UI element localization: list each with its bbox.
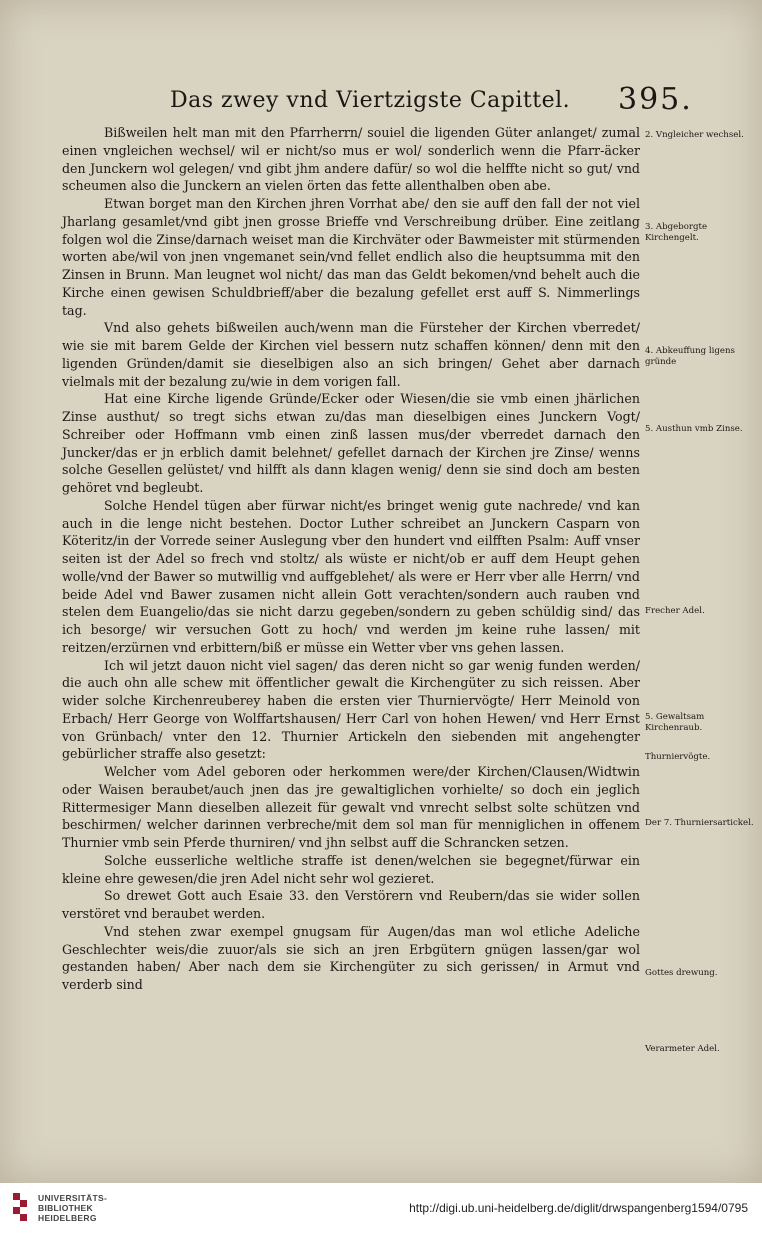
marginal-note: 3. Abgeborgte Kirchengelt. (645, 222, 708, 243)
paragraph: Vnd stehen zwar exempel gnugsam für Augen/das man wol etliche Adeliche Geschlechter weis/die zuuor/als sie sich an jren Erbgütern gnügen lassen/gar wol gestanden haben/ Aber nach dem sie Kirchengüter zu sich gerissen/ in Armut vnd verderb sind (62, 923, 640, 992)
marginal-note: 2. Vngleicher wechsel. (645, 130, 744, 140)
page-number: 395. (618, 82, 693, 117)
marginal-note: 5. Gewaltsam Kirchenraub. (645, 712, 705, 733)
library-name: UNIVERSITÄTS- BIBLIOTHEK HEIDELBERG (38, 1193, 108, 1223)
marginal-note: 5. Austhun vmb Zinse. (645, 424, 743, 434)
paragraph: Welcher vom Adel geboren oder herkommen were/der Kirchen/Clausen/Widtwin oder Waisen beraubet/auch jnen das jre gewaltiglichen vorhielte/ so doch ein jeglich Rittermesiger Mann dieselben allezeit für gewalt vnd vnrecht selbst solte schützen vnd beschirmen/ welcher darinnen verbreche/mit dem sol man für menniglichen in offenem Thurnier vmb sein Pferde thurniren/ vnd jhn selbst auff die Schrancken setzen. (62, 764, 640, 850)
paragraph: Ich wil jetzt dauon nicht viel sagen/ das deren nicht so gar wenig funden werden/ die auch ohn alle schew mit öffentlicher gewalt die Kirchengüter zu sich reissen. Aber wider solche Kirchenreuberey haben die ersten vier Thurniervögte/ Herr Meinold von Erbach/ Herr George von Wolffartshausen/ Herr Carl von hohen Hewen/ vnd Herr Ernst von Grünbach/ vnter den 12. Thurnier Artickeln den siebenden mit angehengter gebürlicher straffe also gesetzt: (62, 657, 640, 762)
source-url[interactable]: http://digi.ub.uni-heidelberg.de/diglit/drwspangenberg1594/0795 (409, 1201, 748, 1215)
paragraph: Etwan borget man den Kirchen jhren Vorrhat abe/ den sie auff den fall der not viel Jharlang gesamlet/vnd gibt jnen grosse Brieffe vnd Verschreibung drüber. Eine zeitlang folgen wol die Zinse/darnach weiset man die Kirchväter oder Bawmeister mit stürmenden worten abe/wil von jnen vngemanet sein/vnd fellet endlich also die heuptsumma mit den Zinsen in Brunn. Man leugnet wol nicht/ das man das Geldt bekomen/vnd behelt auch die Kirche einen gewisen Schuldbrieff/aber die bezalung gefellet erst auff S. Nimmerlings tag. (62, 196, 640, 318)
marginal-note: Verarmeter Adel. (645, 1044, 720, 1054)
marginal-note: 4. Abkeuffung ligens gründe (645, 346, 735, 367)
paragraph: Vnd also gehets bißweilen auch/wenn man die Fürsteher der Kirchen vberredet/ wie sie mit barem Gelde der Kirchen viel bessern nutz schaffen können/ denn mit den ligenden Gründen/damit sie dieselbigen also an sich bringen/ Gehet aber darnach vielmals mit der bezalung zu/wie in dem vorigen fall. (62, 320, 640, 389)
footer-bar (0, 1183, 762, 1240)
marginal-note: Gottes drewung. (645, 968, 718, 978)
paragraph: So drewet Gott auch Esaie 33. den Verstörern vnd Reubern/das sie wider sollen verstöret vnd beraubet werden. (62, 888, 640, 921)
chapter-header: Das zwey vnd Viertzigste Capittel. (170, 88, 571, 113)
paragraph: Hat eine Kirche ligende Gründe/Ecker oder Wiesen/die sie vmb einen jhärlichen Zinse austhut/ so tregt sichs etwan zu/das man dieselbigen eines Junckern Vogt/ Schreiber oder Hoffmann vmb einen zinß lassen mus/der vberredet darnach den Juncker/das er jn erblich damit belehnet/ gefellet darnach der Kirchen jre Zinse/ wenns solche Gesellen gelüstet/ vnd hilfft als dann klagen wenig/ denn sie sind doch am besten gehöret vnd begleubt. (62, 391, 640, 495)
paragraph: Bißweilen helt man mit den Pfarrherrn/ souiel die ligenden Güter anlanget/ zumal einen vngleichen wechsel/ wil er nicht/so mus er wol/ sonderlich wenn die Pfarr-äcker den Junckern wol gelegen/ vnd gibt jhm andere dafür/ so wol die helffte nicht so gut/ vnd scheumen also die Junckern an vielen örten das fette allenthalben oben abe. (62, 125, 640, 194)
text-body (62, 124, 640, 994)
paragraph: Solche eusserliche weltliche straffe ist denen/welchen sie begegnet/fürwar ein kleine ehre gewesen/die jren Adel nicht sehr wol gezieret. (62, 852, 640, 886)
marginal-note: Thurniervögte. (645, 752, 711, 762)
marginal-note: Der 7. Thurniersartickel. (645, 818, 754, 828)
marginal-note: Frecher Adel. (645, 606, 705, 616)
paragraph: Solche Hendel tügen aber fürwar nicht/es bringet wenig gute nachrede/ vnd kan auch in die lenge nicht bestehen. Doctor Luther schreibet an Junckern Casparn von Köteritz/in der Vorrede seiner Auslegung vber den hundert vnd eilfften Psalm: Auff vnser seiten ist der Adel so frech vnd stoltz/ als wüste er nicht/ob er auff dem Heupt gehen wolle/vnd der Bawer so mutwillig vnd auffgeblehet/ als were er Herr vber alle Herrn/ vnd beide Adel vnd Bawer zusamen nicht allein Gott verachten/sondern auch rauben vnd stelen dem Euangelio/das sie nicht darzu gegeben/sondern zu geben schüldig sind/ das ich besorge/ wir versuchen Gott zu hoch/ vnd werden jm keine ruhe lassen/ mit reitzen/erzürnen vnd erbittern/biß er müsse ein Wetter vber vns gehen lassen. (62, 497, 640, 655)
university-logo-icon (10, 1191, 30, 1225)
